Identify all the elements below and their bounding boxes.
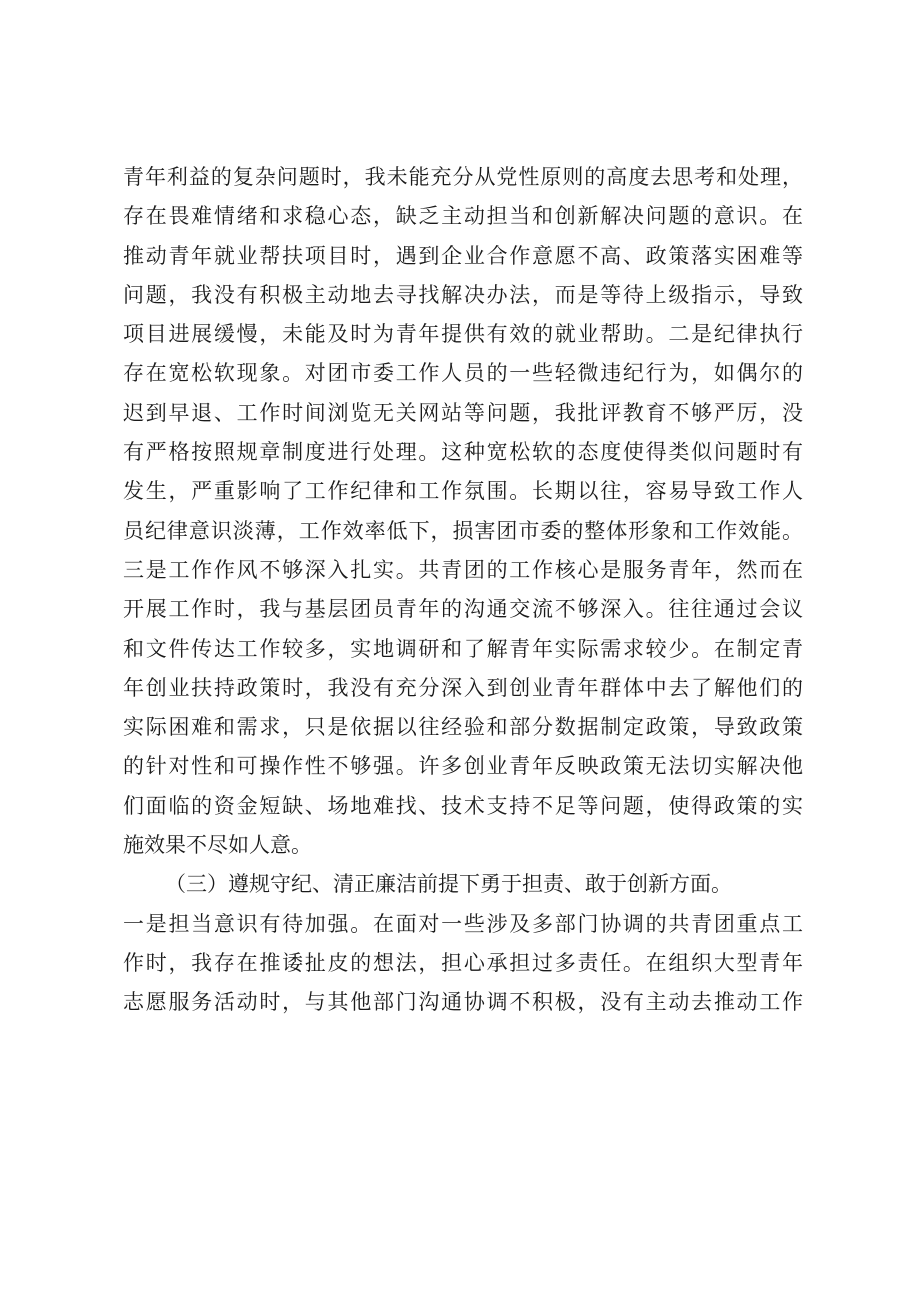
document-body — [123, 158, 803, 1023]
text-line: 的针对性和可操作性不够强。许多创业青年反映政策无法切实解决他 — [123, 754, 803, 779]
section-heading-line: （三）遵规守纪、清正廉洁前提下勇于担责、敢于创新方面。 — [165, 872, 732, 897]
text-line: 志愿服务活动时，与其他部门沟通协调不积极，没有主动去推动工作 — [123, 990, 803, 1015]
text-line: 项目进展缓慢，未能及时为青年提供有效的就业帮助。二是纪律执行 — [123, 322, 803, 347]
text-line: 年创业扶持政策时，我没有充分深入到创业青年群体中去了解他们的 — [123, 675, 803, 700]
text-line: 存在宽松软现象。对团市委工作人员的一些轻微违纪行为，如偶尔的 — [123, 361, 803, 386]
text-line: 发生，严重影响了工作纪律和工作氛围。长期以往，容易导致工作人 — [123, 479, 803, 504]
text-line: 推动青年就业帮扶项目时，遇到企业合作意愿不高、政策落实困难等 — [123, 243, 803, 268]
text-line: 青年利益的复杂问题时，我未能充分从党性原则的高度去思考和处理， — [123, 165, 803, 189]
text-line: 一是担当意识有待加强。在面对一些涉及多部门协调的共青团重点工 — [123, 911, 803, 936]
text-line: 作时，我存在推诿扯皮的想法，担心承担过多责任。在组织大型青年 — [123, 950, 803, 975]
text-line: 和文件传达工作较多，实地调研和了解青年实际需求较少。在制定青 — [123, 636, 803, 661]
text-line: 存在畏难情绪和求稳心态，缺乏主动担当和创新解决问题的意识。在 — [123, 204, 803, 229]
text-line: 们面临的资金短缺、场地难找、技术支持不足等问题，使得政策的实 — [123, 793, 803, 818]
text-line: 员纪律意识淡薄，工作效率低下，损害团市委的整体形象和工作效能。 — [123, 518, 803, 543]
text-line: 实际困难和需求，只是依据以往经验和部分数据制定政策，导致政策 — [123, 715, 803, 740]
paragraph-1 — [123, 158, 803, 865]
text-line: 迟到早退、工作时间浏览无关网站等问题，我批评教育不够严厉，没 — [123, 400, 803, 425]
text-line: 施效果不尽如人意。 — [123, 833, 312, 858]
text-line: 三是工作作风不够深入扎实。共青团的工作核心是服务青年，然而在 — [123, 557, 803, 582]
text-line: 有严格按照规章制度进行处理。这种宽松软的态度使得类似问题时有 — [123, 440, 803, 465]
paragraph-2 — [123, 865, 803, 1022]
text-line: 问题，我没有积极主动地去寻找解决办法，而是等待上级指示，导致 — [123, 282, 803, 307]
text-line: 开展工作时，我与基层团员青年的沟通交流不够深入。往往通过会议 — [123, 597, 803, 622]
